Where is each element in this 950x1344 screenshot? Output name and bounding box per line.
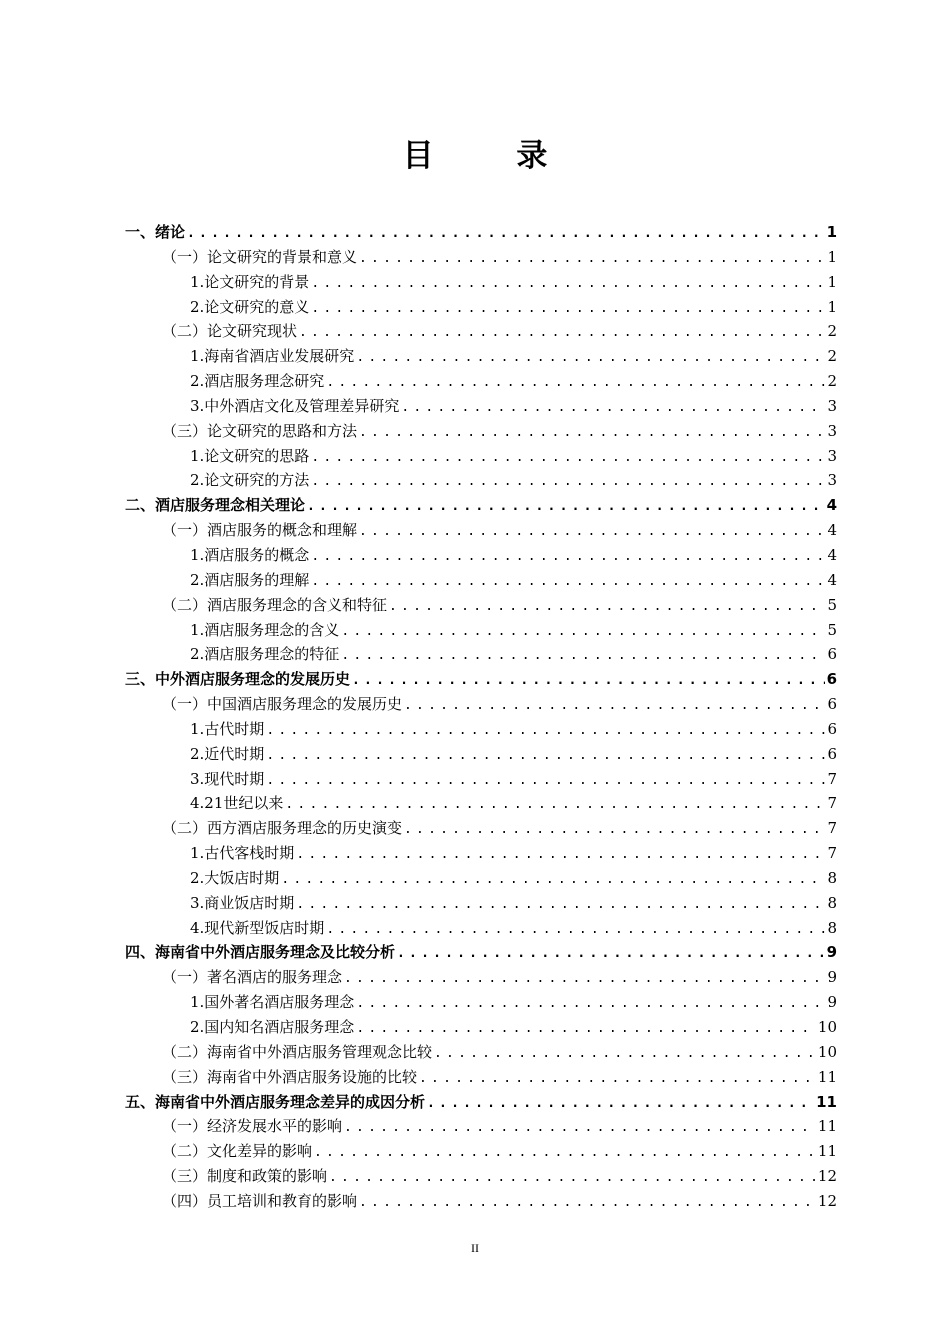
dot-leader [311,545,825,570]
toc-entry-level3[interactable] [125,568,837,593]
toc-entry-level3[interactable] [125,916,837,941]
toc-entry-page: 5 [827,620,837,639]
toc-entry-level3[interactable] [125,394,837,419]
toc-entry-page: 4 [827,570,837,589]
toc-entry-title: （三）海南省中外酒店服务设施的比较 [162,1067,418,1086]
toc-entry-title: （二）酒店服务理念的含义和特征 [162,595,388,614]
toc-entry-page: 11 [816,1092,837,1111]
toc-entry-page: 12 [817,1191,837,1210]
toc-entry-title: 1.古代客栈时期 [190,844,295,863]
toc-entry-level3[interactable] [125,990,837,1015]
toc-entry-title: 1.海南省酒店业发展研究 [190,347,355,366]
toc-entry-title: 2.大饭店时期 [190,868,280,887]
toc-entry-page: 6 [827,719,837,738]
toc-entry-page: 2 [827,347,837,366]
toc-entry-title: 2.国内知名酒店服务理念 [190,1018,355,1036]
dot-leader [401,396,825,421]
toc-entry-level3[interactable] [125,295,837,320]
toc-entry-page: 6 [827,744,837,763]
dot-leader [311,470,825,495]
toc-entry-title: （三）论文研究的思路和方法 [162,421,358,440]
toc-entry-page: 6 [826,670,837,689]
toc-entry-page: 8 [827,868,837,887]
toc-entry-page: 3 [827,421,837,440]
toc-entry-level1[interactable] [125,667,837,692]
toc-entry-title: （三）制度和政策的影响 [162,1167,328,1186]
dot-leader [389,595,825,620]
toc-entry-page: 4 [827,545,837,564]
toc-entry-title: 1.论文研究的背景 [190,272,310,291]
dot-leader [266,719,825,744]
dot-leader [419,1067,816,1092]
toc-entry-level3[interactable] [125,270,837,295]
dot-leader [326,918,825,943]
toc-entry-title: 五、海南省中外酒店服务理念差异的成因分析 [125,1092,426,1111]
dot-leader [404,694,825,719]
toc-entry-title: （二）文化差异的影响 [162,1142,313,1161]
dot-leader [356,992,825,1017]
toc-entry-title: （一）酒店服务的概念和理解 [162,521,358,540]
toc-entry-title: 二、酒店服务理念相关理论 [125,496,306,515]
toc-entry-title: 1.论文研究的思路 [190,446,310,465]
dot-leader [329,1166,816,1191]
dot-leader [352,669,825,694]
toc-entry-level2[interactable] [125,692,837,717]
dot-leader [341,644,825,669]
toc-entry-level2[interactable] [125,1164,837,1189]
toc-entry-title: （二）西方酒店服务理念的历史演变 [162,819,403,838]
toc-entry-level3[interactable] [125,866,837,891]
toc-entry-level2[interactable] [125,593,837,618]
dot-leader [359,520,825,545]
toc-entry-title: 2.论文研究的意义 [190,297,310,316]
toc-entry-level2[interactable] [125,518,837,543]
toc-entry-title: 2.酒店服务的理解 [190,570,310,589]
toc-entry-level2[interactable] [125,1189,837,1214]
toc-entry-title: 2.酒店服务理念的特征 [190,645,340,664]
toc-entry-level3[interactable] [125,444,837,469]
toc-entry-level2[interactable] [125,965,837,990]
toc-entry-title: 1.酒店服务的概念 [190,545,310,564]
toc-entry-level1[interactable] [125,493,837,518]
toc-entry-level2[interactable] [125,1139,837,1164]
dot-leader [427,1092,814,1117]
toc-entry-title: （四）员工培训和教育的影响 [162,1191,358,1210]
toc-entry-level3[interactable] [125,717,837,742]
toc-entry-page: 10 [817,1018,837,1036]
dot-leader [359,247,825,272]
toc-entry-title: 2.酒店服务理念研究 [190,372,325,391]
dot-leader [307,495,825,520]
dot-leader [281,868,825,893]
toc-entry-level2[interactable] [125,816,837,841]
toc-entry-page: 1 [826,223,837,241]
toc-entry-level2[interactable] [125,1114,837,1139]
toc-entry-title: 1.古代时期 [190,719,265,738]
dot-leader [285,793,825,818]
toc-entry-level3[interactable] [125,1015,837,1040]
dot-leader [296,893,825,918]
toc-entry-title: 1.酒店服务理念的含义 [190,620,340,639]
toc-entry-title: 2.近代时期 [190,744,265,763]
toc-entry-level3[interactable] [125,742,837,767]
toc-entry-level1[interactable] [125,220,837,245]
dot-leader [359,421,825,446]
dot-leader [296,843,825,868]
toc-entry-page: 8 [827,893,837,912]
toc-entry-title: 1.国外著名酒店服务理念 [190,993,355,1012]
toc-entry-title: 3.中外酒店文化及管理差异研究 [190,396,400,415]
toc-entry-level2[interactable] [125,419,837,444]
toc-entry-level3[interactable] [125,642,837,667]
toc-entry-level3[interactable] [125,841,837,866]
dot-leader [311,297,825,322]
toc-entry-page: 2 [827,322,837,341]
toc-entry-page: 9 [826,943,837,962]
toc-entry-title: （一）论文研究的背景和意义 [162,247,358,266]
toc-entry-page: 11 [817,1142,837,1161]
dot-leader [341,620,825,645]
toc-entry-title: 4.21世纪以来 [190,794,284,813]
toc-entry-page: 6 [827,645,837,664]
toc-entry-title: （二）论文研究现状 [162,322,298,341]
dot-leader [187,222,825,247]
toc-entry-title: 4.现代新型饭店时期 [190,918,325,937]
toc-entry-page: 7 [827,769,837,788]
dot-leader [299,321,825,346]
dot-leader [356,346,825,371]
dot-leader [314,1141,816,1166]
toc-entry-level1[interactable] [125,940,837,965]
dot-leader [266,744,825,769]
page-title: 目 录 [402,138,584,174]
toc-entry-page: 1 [827,247,837,266]
toc-entry-title: （二）海南省中外酒店服务管理观念比较 [162,1042,433,1061]
toc-entry-level3[interactable] [125,791,837,816]
toc-entry-page: 1 [827,297,837,316]
toc-entry-level3[interactable] [125,618,837,643]
toc-entry-title: 3.商业饭店时期 [190,893,295,912]
page-number: II [471,1241,479,1255]
dot-leader [359,1191,816,1216]
dot-leader [266,769,825,794]
dot-leader [356,1017,816,1042]
toc-entry-title: （一）经济发展水平的影响 [162,1117,343,1136]
toc-entry-page: 10 [817,1042,837,1061]
toc-entry-level2[interactable] [125,1065,837,1090]
toc-entry-page: 5 [827,595,837,614]
toc-entry-level2[interactable] [125,319,837,344]
toc-entry-page: 9 [827,993,837,1012]
toc-entry-title: 三、中外酒店服务理念的发展历史 [125,670,351,689]
toc-entry-level3[interactable] [125,468,837,493]
toc-entry-page: 3 [827,471,837,490]
toc-entry-title: （一）中国酒店服务理念的发展历史 [162,695,403,714]
toc-entry-page: 4 [827,521,837,540]
dot-leader [326,371,825,396]
dot-leader [404,818,825,843]
dot-leader [311,446,825,471]
toc-entry-page: 2 [827,372,837,391]
toc-entry-title: 2.论文研究的方法 [190,471,310,490]
toc-entry-title: 3.现代时期 [190,769,265,788]
toc-entry-level3[interactable] [125,369,837,394]
toc-entry-title: 一、绪论 [125,223,186,241]
dot-leader [311,272,825,297]
toc-entry-page: 9 [827,968,837,987]
toc-entry-page: 3 [827,396,837,415]
toc-entry-page: 11 [817,1117,837,1136]
table-of-contents [125,220,837,1214]
toc-entry-page: 8 [827,918,837,937]
toc-entry-level3[interactable] [125,767,837,792]
toc-entry-level3[interactable] [125,344,837,369]
dot-leader [344,967,825,992]
dot-leader [344,1116,816,1141]
toc-entry-page: 7 [827,844,837,863]
toc-entry-level2[interactable] [125,1040,837,1065]
toc-entry-title: （一）著名酒店的服务理念 [162,968,343,987]
toc-entry-level1[interactable] [125,1090,837,1115]
toc-entry-level3[interactable] [125,543,837,568]
toc-entry-page: 3 [827,446,837,465]
toc-entry-page: 12 [817,1167,837,1186]
toc-entry-page: 4 [826,496,837,515]
dot-leader [397,942,825,967]
toc-entry-level3[interactable] [125,891,837,916]
dot-leader [311,570,825,595]
toc-entry-page: 6 [827,695,837,714]
toc-entry-page: 7 [827,819,837,838]
toc-entry-title: 四、海南省中外酒店服务理念及比较分析 [125,943,396,962]
toc-entry-page: 7 [827,794,837,813]
toc-entry-page: 11 [817,1067,837,1086]
toc-entry-page: 1 [827,272,837,291]
toc-entry-level2[interactable] [125,245,837,270]
dot-leader [434,1042,816,1067]
